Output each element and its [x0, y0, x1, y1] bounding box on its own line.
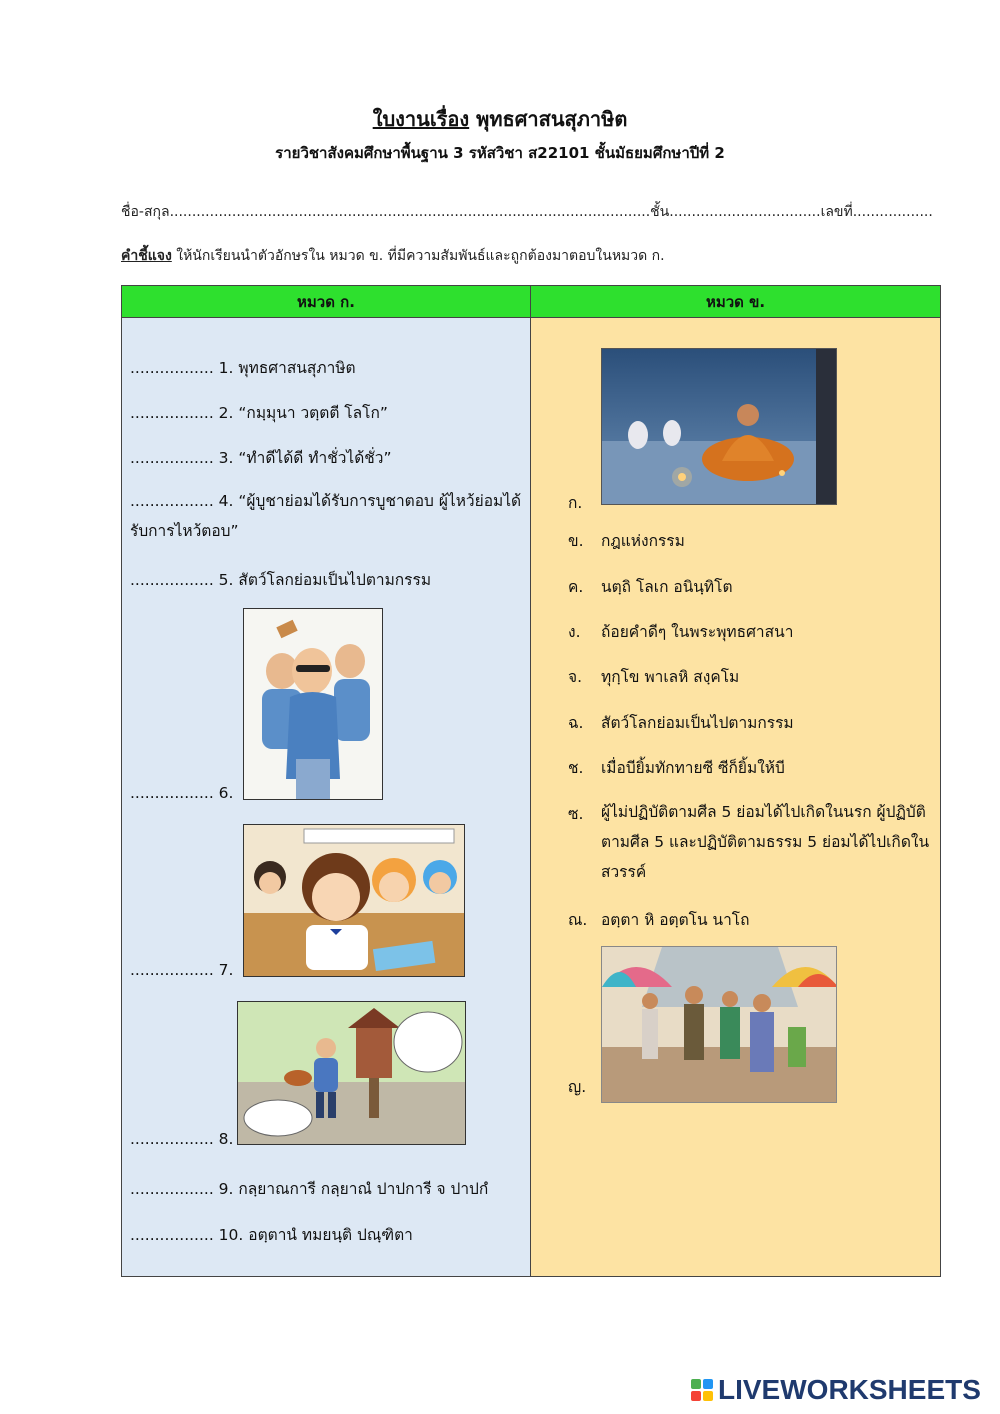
col-a: [122, 318, 531, 1276]
cartoon-gang-image: [243, 608, 383, 800]
question-4: ................. 4. “ผู้บูชาย่อมได้รับการบูชาตอบ ผู้ไหว้ย่อมได้รับการไหว้ตอบ”: [130, 492, 522, 540]
liveworksheets-logo-icon: [690, 1378, 714, 1402]
option-text: นตฺถิ โลเก อนินฺทิโต: [601, 578, 733, 596]
market-painting-image: [601, 946, 837, 1103]
option-key: ณ.: [568, 911, 588, 929]
option-key: ก.: [568, 494, 583, 512]
cartoon-spirit-house-image: [237, 1001, 466, 1145]
question-1: ................. 1. พุทธศาสนสุภาษิต: [130, 359, 356, 377]
option-text: ผู้ไม่ปฏิบัติตามศีล 5 ย่อมได้ไปเกิดในนรก ผู้ปฏิบัติตามศีล 5 และปฏิบัติตามธรรม 5 ย่อมได้ไปเกิดในสวรรค์: [601, 803, 930, 881]
title-rest: พุทธศาสนสุภาษิต: [469, 107, 628, 131]
worksheet-title: [0, 103, 1000, 135]
title-underlined: ใบงานเรื่อง: [372, 107, 470, 131]
option-key: จ.: [568, 668, 583, 686]
question-7: ................. 7.: [130, 961, 234, 979]
brand-name: LIVEWORKSHEETS: [718, 1374, 981, 1405]
option-text: ถ้อยคำดีๆ ในพระพุทธศาสนา: [601, 623, 794, 641]
logo-square-3: [691, 1391, 701, 1401]
col-b-header: หมวด ข.: [531, 286, 940, 318]
col-b: [531, 318, 940, 1276]
option-key: ซ.: [568, 805, 584, 823]
option-text: ทุกฺโข พาเลหิ สงฺคโม: [601, 668, 740, 686]
question-6: ................. 6.: [130, 784, 234, 802]
option-text: กฎแห่งกรรม: [601, 532, 685, 550]
question-8: ................. 8.: [130, 1130, 234, 1148]
liveworksheets-brand: [690, 1373, 981, 1407]
monk-meditation-image: [601, 348, 837, 505]
logo-square-1: [691, 1379, 701, 1389]
student-info-line: ชื่อ-สกุล............................................................................................................ชั้น..................................เลขที่..................: [121, 204, 933, 220]
option-text: สัตว์โลกย่อมเป็นไปตามกรรม: [601, 714, 794, 732]
question-3: ................. 3. “ทำดีได้ดี ทำชั่วได้ชั่ว”: [130, 449, 392, 467]
instruction-text: ให้นักเรียนนำตัวอักษรใน หมวด ข. ที่มีความสัมพันธ์และถูกต้องมาตอบในหมวด ก.: [171, 248, 665, 264]
worksheet-subtitle: รายวิชาสังคมศึกษาพื้นฐาน 3 รหัสวิชา ส22101 ชั้นมัธยมศึกษาปีที่ 2: [275, 144, 725, 162]
option-text: อตฺตา หิ อตฺตโน นาโถ: [601, 911, 750, 929]
question-5: ................. 5. สัตว์โลกย่อมเป็นไปตามกรรม: [130, 571, 432, 589]
option-key: ช.: [568, 759, 584, 777]
instruction: [121, 245, 941, 267]
instruction-label: คำชี้แจง: [121, 248, 172, 264]
matching-table: [121, 285, 941, 1277]
option-key: ค.: [568, 578, 584, 596]
cartoon-classroom-image: [243, 824, 465, 977]
logo-square-2: [703, 1379, 713, 1389]
question-10: ................. 10. อตฺตานํ ทมยนฺติ ปณฺฑิตา: [130, 1226, 413, 1244]
question-2: ................. 2. “กมฺมุนา วตฺตตี โลโก”: [130, 404, 388, 422]
option-key: ง.: [568, 623, 581, 641]
option-key: ฉ.: [568, 714, 584, 732]
logo-square-4: [703, 1391, 713, 1401]
option-key: ญ.: [568, 1078, 587, 1096]
col-a-header: หมวด ก.: [122, 286, 531, 318]
option-key: ข.: [568, 532, 584, 550]
option-text: เมื่อบียิ้มทักทายซี ซีก็ยิ้มให้บี: [601, 759, 785, 777]
question-9: ................. 9. กลฺยาณการี กลฺยาณํ ปาปการี จ ปาปกํ: [130, 1180, 489, 1198]
